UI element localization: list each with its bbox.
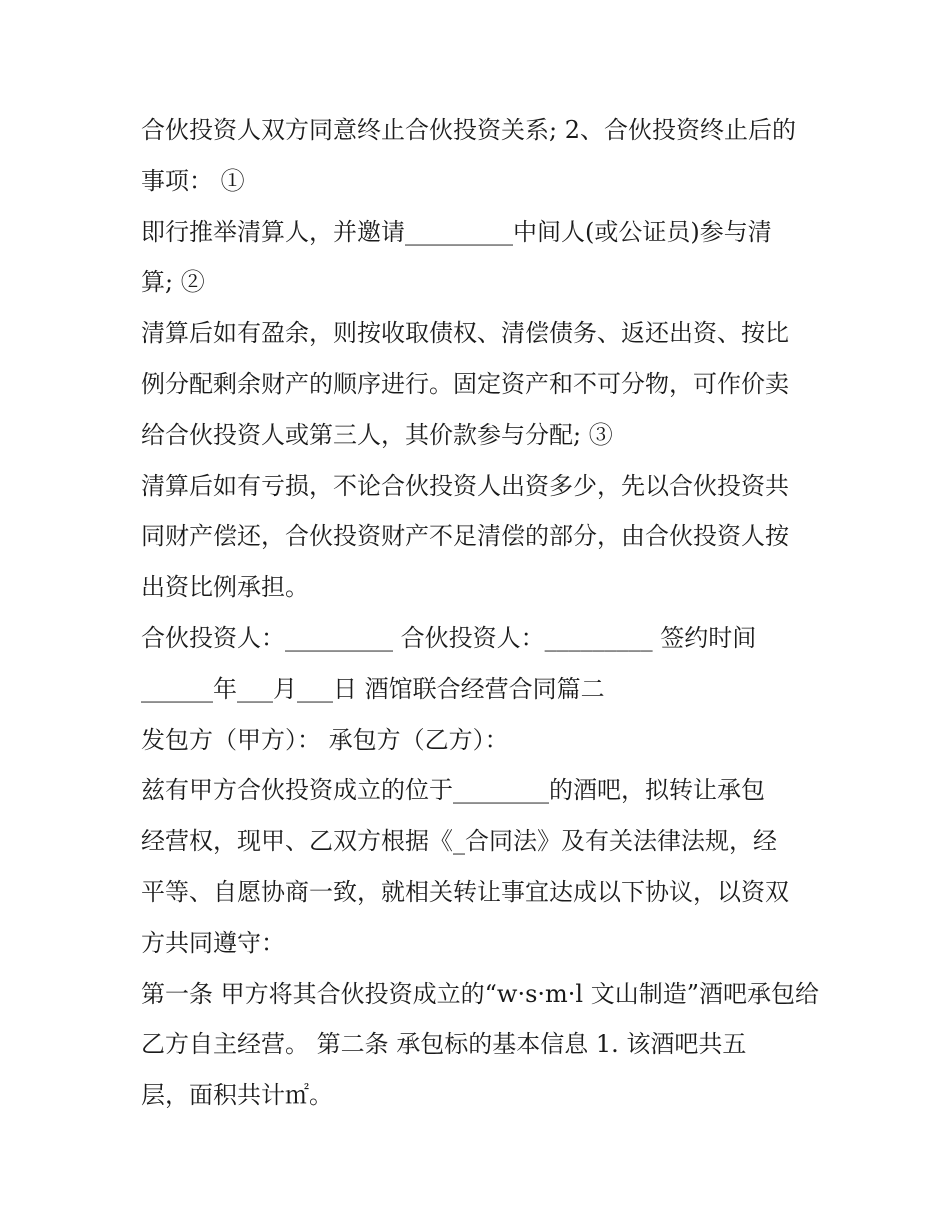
text-line: ______年___月___日 酒馆联合经营合同篇二 <box>141 674 605 703</box>
text-line: 例分配剩余财产的顺序进行。固定资产和不可分物，可作价卖 <box>141 369 789 398</box>
text-line: 清算后如有盈余，则按收取债权、清偿债务、返还出资、按比 <box>141 319 789 348</box>
text-line: 兹有甲方合伙投资成立的位于________的酒吧，拟转让承包 <box>141 776 765 805</box>
text-line: 发包方（甲方）： 承包方（乙方）： <box>141 725 509 754</box>
document-body <box>141 105 821 1121</box>
text-line: 合伙投资人：_________ 合伙投资人：_________ 签约时间 <box>141 623 757 652</box>
text-line: 合伙投资人双方同意终止合伙投资关系; 2、合伙投资终止后的 <box>141 116 796 144</box>
text-line: 事项： ① <box>141 166 245 195</box>
text-line: 乙方自主经营。 第二条 承包标的基本信息 1. 该酒吧共五 <box>141 1030 747 1059</box>
text-line: 方共同遵守： <box>141 928 285 957</box>
text-line: 同财产偿还，合伙投资财产不足清偿的部分，由合伙投资人按 <box>141 522 789 551</box>
text-line: 平等、自愿协商一致，就相关转让事宜达成以下协议，以资双 <box>141 877 789 906</box>
text-line: 即行推举清算人，并邀请_________中间人(或公证员)参与清 <box>141 217 772 246</box>
text-line: 层，面积共计㎡。 <box>141 1081 333 1110</box>
text-line: 第一条 甲方将其合伙投资成立的“w·s·m·l 文山制造”酒吧承包给 <box>141 979 819 1008</box>
text-line: 清算后如有亏损，不论合伙投资人出资多少，先以合伙投资共 <box>141 471 789 500</box>
text-line: 算; ② <box>141 268 205 297</box>
text-line: 经营权，现甲、乙双方根据《_合同法》及有关法律法规，经 <box>141 827 777 856</box>
text-line: 给合伙投资人或第三人，其价款参与分配; ③ <box>141 420 613 449</box>
text-line: 出资比例承担。 <box>141 573 309 602</box>
